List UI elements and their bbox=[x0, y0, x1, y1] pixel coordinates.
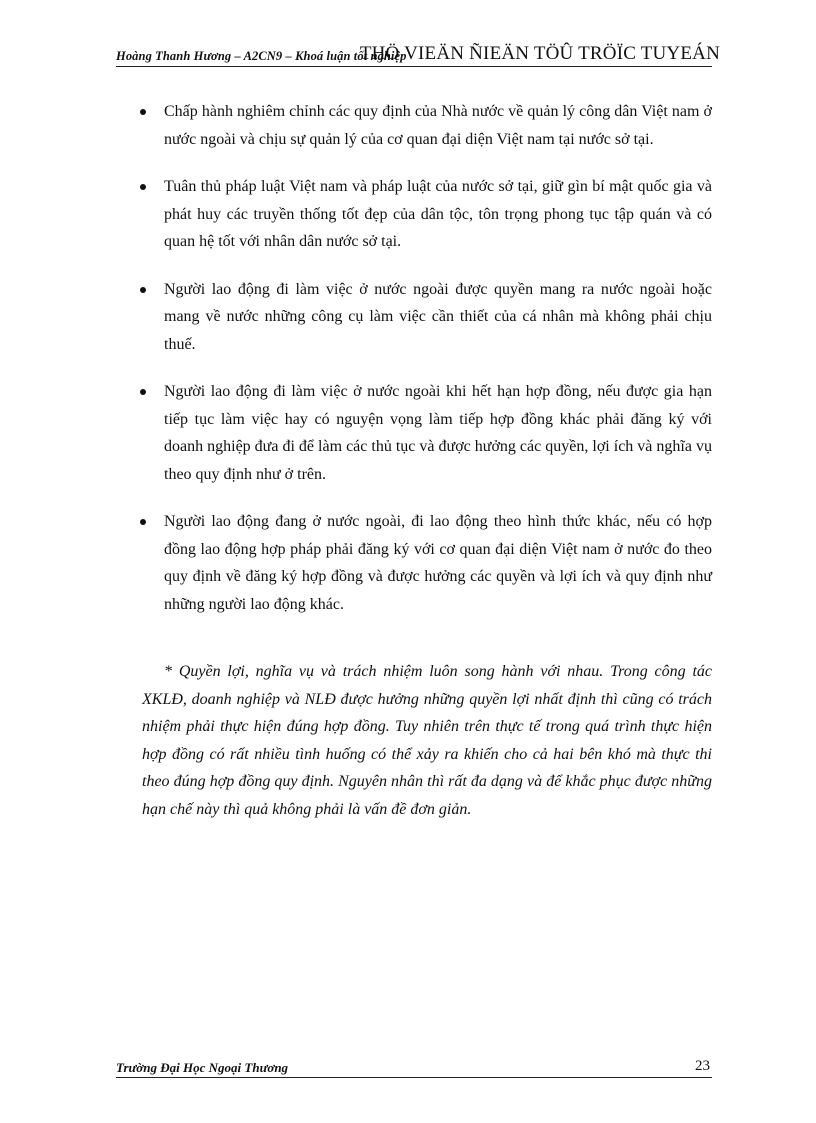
list-item bbox=[140, 173, 712, 256]
bullet-dot-icon bbox=[140, 519, 146, 525]
header-library-banner: THÖ VIEÄN ÑIEÄN TÖÛ TRÖÏC TUYEÁN bbox=[359, 43, 720, 64]
bullet-dot-icon bbox=[140, 184, 146, 190]
bullet-dot-icon bbox=[140, 109, 146, 115]
footer-divider bbox=[116, 1077, 712, 1078]
bullet-text: Người lao động đang ở nước ngoài, đi lao động theo hình thức khác, nếu có hợp đồng lao động hợp pháp phải đăng ký với cơ quan đại diện Việt nam ở nước đo theo quy định về đăng ký hợp đồng và được hưởng các quyền và lợi ích và quy định như những người lao động khác. bbox=[164, 513, 712, 613]
page-number: 23 bbox=[695, 1058, 710, 1074]
footer-university: Trường Đại Học Ngoại Thương bbox=[116, 1060, 289, 1075]
bullet-text: Tuân thủ pháp luật Việt nam và pháp luật của nước sở tại, giữ gìn bí mật quốc gia và phát huy các truyền thống tốt đẹp của dân tộc, tôn trọng phong tục tập quán và có quan hệ tốt với nhân dân nước sở tại. bbox=[164, 178, 712, 250]
list-item bbox=[140, 508, 712, 618]
bullet-list bbox=[140, 98, 712, 638]
list-item bbox=[140, 98, 712, 153]
bullet-dot-icon bbox=[140, 287, 146, 293]
bullet-text: Người lao động đi làm việc ở nước ngoài được quyền mang ra nước ngoài hoặc mang về nước những công cụ làm việc cần thiết của cá nhân mà không phải chịu thuế. bbox=[164, 280, 712, 353]
list-item bbox=[140, 378, 712, 488]
header-author-title: Hoàng Thanh Hương – A2CN9 – Khoá luận tốt nghiệp bbox=[116, 49, 407, 63]
page-header bbox=[116, 34, 720, 66]
bullet-text: Chấp hành nghiêm chỉnh các quy định của Nhà nước về quản lý công dân Việt nam ở nước ngoài và chịu sự quản lý của cơ quan đại diện Việt nam tại nước sở tại. bbox=[164, 103, 712, 148]
bullet-text: Người lao động đi làm việc ở nước ngoài khi hết hạn hợp đồng, nếu được gia hạn tiếp tục làm việc hay có nguyện vọng làm tiếp hợp đồng khác phải đăng ký với doanh nghiệp đưa đi để làm các thủ tục và được hưởng các quyền, lợi ích và nghĩa vụ theo quy định như ở trên. bbox=[164, 383, 712, 483]
summary-note: * Quyền lợi, nghĩa vụ và trách nhiệm luôn song hành với nhau. Trong công tác XKLĐ, doanh nghiệp và NLĐ được hưởng những quyền lợi nhất định thì cũng có trách nhiệm phải thực hiện đúng hợp đồng. Tuy nhiên trên thực tế trong quá trình thực hiện hợp đồng có rất nhiều tình huống có thể xảy ra khiến cho cả hai bên khó mà thực thi theo đúng hợp đồng quy định. Nguyên nhân thì rất đa dạng và để khắc phục được những hạn chế này thì quả không phải là vấn đề đơn giản. bbox=[142, 663, 712, 818]
header-divider bbox=[116, 66, 712, 67]
bullet-dot-icon bbox=[140, 389, 146, 395]
list-item bbox=[140, 276, 712, 359]
